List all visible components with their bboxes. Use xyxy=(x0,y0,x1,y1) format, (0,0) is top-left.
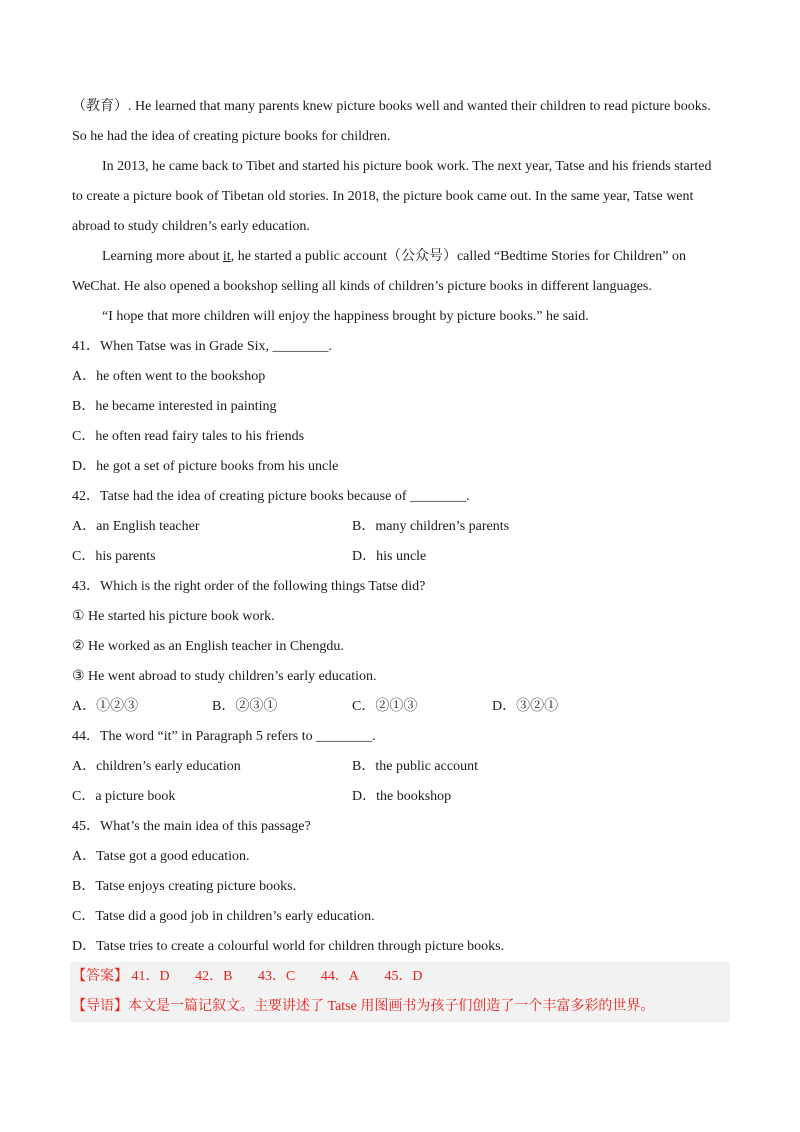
q43-item-2: ② He worked as an English teacher in Chengdu. xyxy=(72,639,344,654)
q42-option-c: C．his parents xyxy=(72,549,156,564)
q42-options-row xyxy=(72,512,732,542)
passage-line: to create a picture book of Tibetan old stories. In 2018, the picture book came out. In the same year, Tatse went xyxy=(72,189,694,204)
q41-option-a: A．he often went to the bookshop xyxy=(72,369,266,384)
passage-line: WeChat. He also opened a bookshop selling all kinds of children’s picture books in different languages. xyxy=(72,279,652,294)
passage-text: Learning more about xyxy=(102,249,223,264)
q41-option-d: D．he got a set of picture books from his uncle xyxy=(72,459,339,474)
q44-options-row xyxy=(72,752,732,782)
q44-option-d: D．the bookshop xyxy=(352,789,452,804)
guide-note xyxy=(70,992,730,1022)
answer-tag: 【答案】 xyxy=(72,969,128,984)
passage-line: （教育）. He learned that many parents knew picture books well and wanted their children to read picture books. xyxy=(72,99,711,114)
q42-option-b: B．many children’s parents xyxy=(352,519,510,534)
guide-text: 本文是一篇记叙文。主要讲述了 Tatse 用图画书为孩子们创造了一个丰富多彩的世界。 xyxy=(128,999,655,1014)
guide-tag: 【导语】 xyxy=(72,999,128,1014)
q45-option-d: D．Tatse tries to create a colourful world for children through picture books. xyxy=(72,939,505,954)
question-41-stem: 41．When Tatse was in Grade Six, ________. xyxy=(72,339,333,354)
q44-option-b: B．the public account xyxy=(352,759,478,774)
answer-item: 44．A xyxy=(320,969,359,984)
answer-item: 43．C xyxy=(257,969,296,984)
q43-option-b: B．②③① xyxy=(212,699,278,714)
q41-option-c: C．he often read fairy tales to his friends xyxy=(72,429,305,444)
q45-option-c: C．Tatse did a good job in children’s early education. xyxy=(72,909,375,924)
underlined-word-it: it xyxy=(222,249,231,264)
q43-options-row xyxy=(72,692,732,722)
q45-option-b: B．Tatse enjoys creating picture books. xyxy=(72,879,297,894)
passage-line: So he had the idea of creating picture books for children. xyxy=(72,129,391,144)
q43-item-1: ① He started his picture book work. xyxy=(72,609,275,624)
q44-options-row xyxy=(72,782,732,812)
passage-line: In 2013, he came back to Tibet and started his picture book work. The next year, Tatse and his friends started xyxy=(102,159,712,174)
answer-item: 41．D xyxy=(131,969,170,984)
q41-option-b: B．he became interested in painting xyxy=(72,399,277,414)
question-43-stem: 43．Which is the right order of the following things Tatse did? xyxy=(72,579,426,594)
document-page xyxy=(72,92,732,1022)
q44-option-a: A．children’s early education xyxy=(72,759,241,774)
q43-item-3: ③ He went abroad to study children’s early education. xyxy=(72,669,377,684)
question-42-stem: 42．Tatse had the idea of creating picture books because of ________. xyxy=(72,489,470,504)
q44-option-c: C．a picture book xyxy=(72,789,176,804)
question-44-stem: 44．The word “it” in Paragraph 5 refers to ________. xyxy=(72,729,376,744)
q42-options-row xyxy=(72,542,732,572)
q42-option-d: D．his uncle xyxy=(352,549,427,564)
answer-item: 42．B xyxy=(195,969,233,984)
passage-line: abroad to study children’s early education. xyxy=(72,219,310,234)
passage-text: , he started a public account（公众号）called “Bedtime Stories for Children” on xyxy=(230,249,686,264)
q43-option-d: D．③②① xyxy=(492,699,559,714)
passage-line: “I hope that more children will enjoy the happiness brought by picture books.” he said. xyxy=(102,309,589,324)
answer-item: 45．D xyxy=(384,969,423,984)
q45-option-a: A．Tatse got a good education. xyxy=(72,849,250,864)
passage-line xyxy=(72,242,732,272)
q43-option-c: C．②①③ xyxy=(352,699,418,714)
question-45-stem: 45．What’s the main idea of this passage? xyxy=(72,819,311,834)
q42-option-a: A．an English teacher xyxy=(72,519,200,534)
q43-option-a: A．①②③ xyxy=(72,699,139,714)
answer-key xyxy=(70,962,730,992)
